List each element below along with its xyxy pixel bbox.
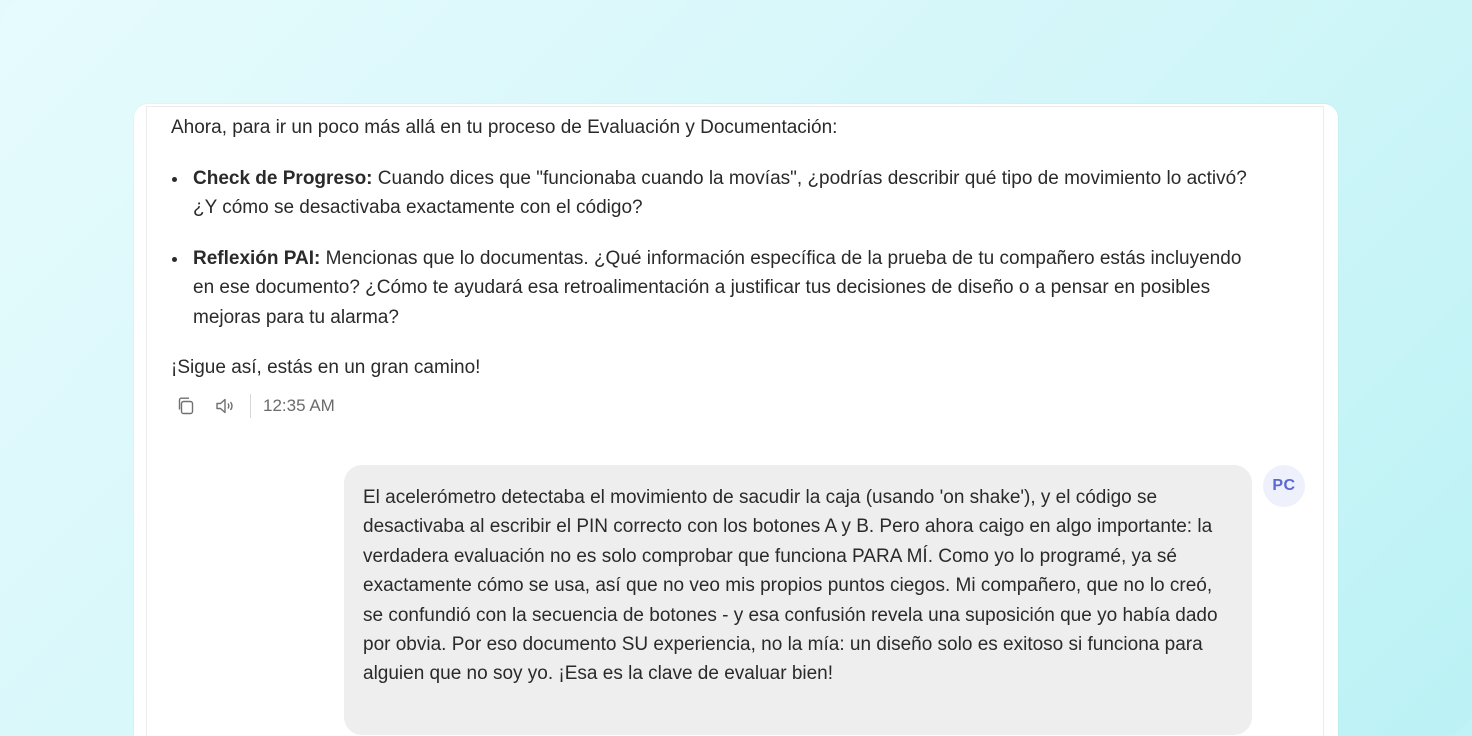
message-timestamp: 12:35 AM <box>263 396 335 415</box>
user-avatar[interactable] <box>1263 465 1305 507</box>
assistant-message <box>171 113 1261 383</box>
user-message-text: El acelerómetro detectaba el movimiento de sacudir la caja (usando 'on shake'), y el código se desactivaba al escribir el PIN correcto con los botones A y B. Pero ahora caigo en algo importante: la verdadera evaluación no es solo comprobar que funciona PARA MÍ. Como yo lo programé, ya sé exactamente cómo se usa, así que no veo mis propios puntos ciegos. Mi compañero, que no lo creó, se confundió con la secuencia de botones - y esa confusión revela una suposición que yo había dado por obvia. Por eso documento SU experiencia, no la mía: un diseño solo es exitoso si funciona para alguien que no soy yo. ¡Esa es la clave de evaluar bien! <box>363 487 1218 685</box>
assistant-closing: ¡Sigue así, estás en un gran camino! <box>171 357 481 378</box>
assistant-intro: Ahora, para ir un poco más allá en tu proceso de Evaluación y Documentación: <box>171 117 838 138</box>
assistant-bullet-list <box>171 164 1261 333</box>
avatar-initials: PC <box>1272 477 1296 494</box>
message-actions <box>174 393 335 419</box>
bullet-dot <box>172 177 177 182</box>
user-message-bubble <box>344 465 1252 735</box>
bullet-label: Reflexión PAI: <box>193 247 321 269</box>
bullet-check-progreso <box>171 164 1261 223</box>
copy-icon[interactable] <box>174 394 198 418</box>
action-divider <box>250 394 251 418</box>
bullet-reflexion-pai <box>171 244 1261 333</box>
bullet-text: Mencionas que lo documentas. ¿Qué información específica de la prueba de tu compañero estás incluyendo en ese documento? ¿Cómo te ayudará esa retroalimentación a justificar tus decisiones de diseño o a pensar en posibles mejoras para tu alarma? <box>193 247 1242 328</box>
bullet-text: Cuando dices que "funcionaba cuando la movías", ¿podrías describir qué tipo de movimiento lo activó? ¿Y cómo se desactivaba exactamente con el código? <box>193 167 1247 218</box>
bullet-dot <box>172 257 177 262</box>
bullet-label: Check de Progreso: <box>193 167 373 189</box>
speaker-icon[interactable] <box>214 394 238 418</box>
